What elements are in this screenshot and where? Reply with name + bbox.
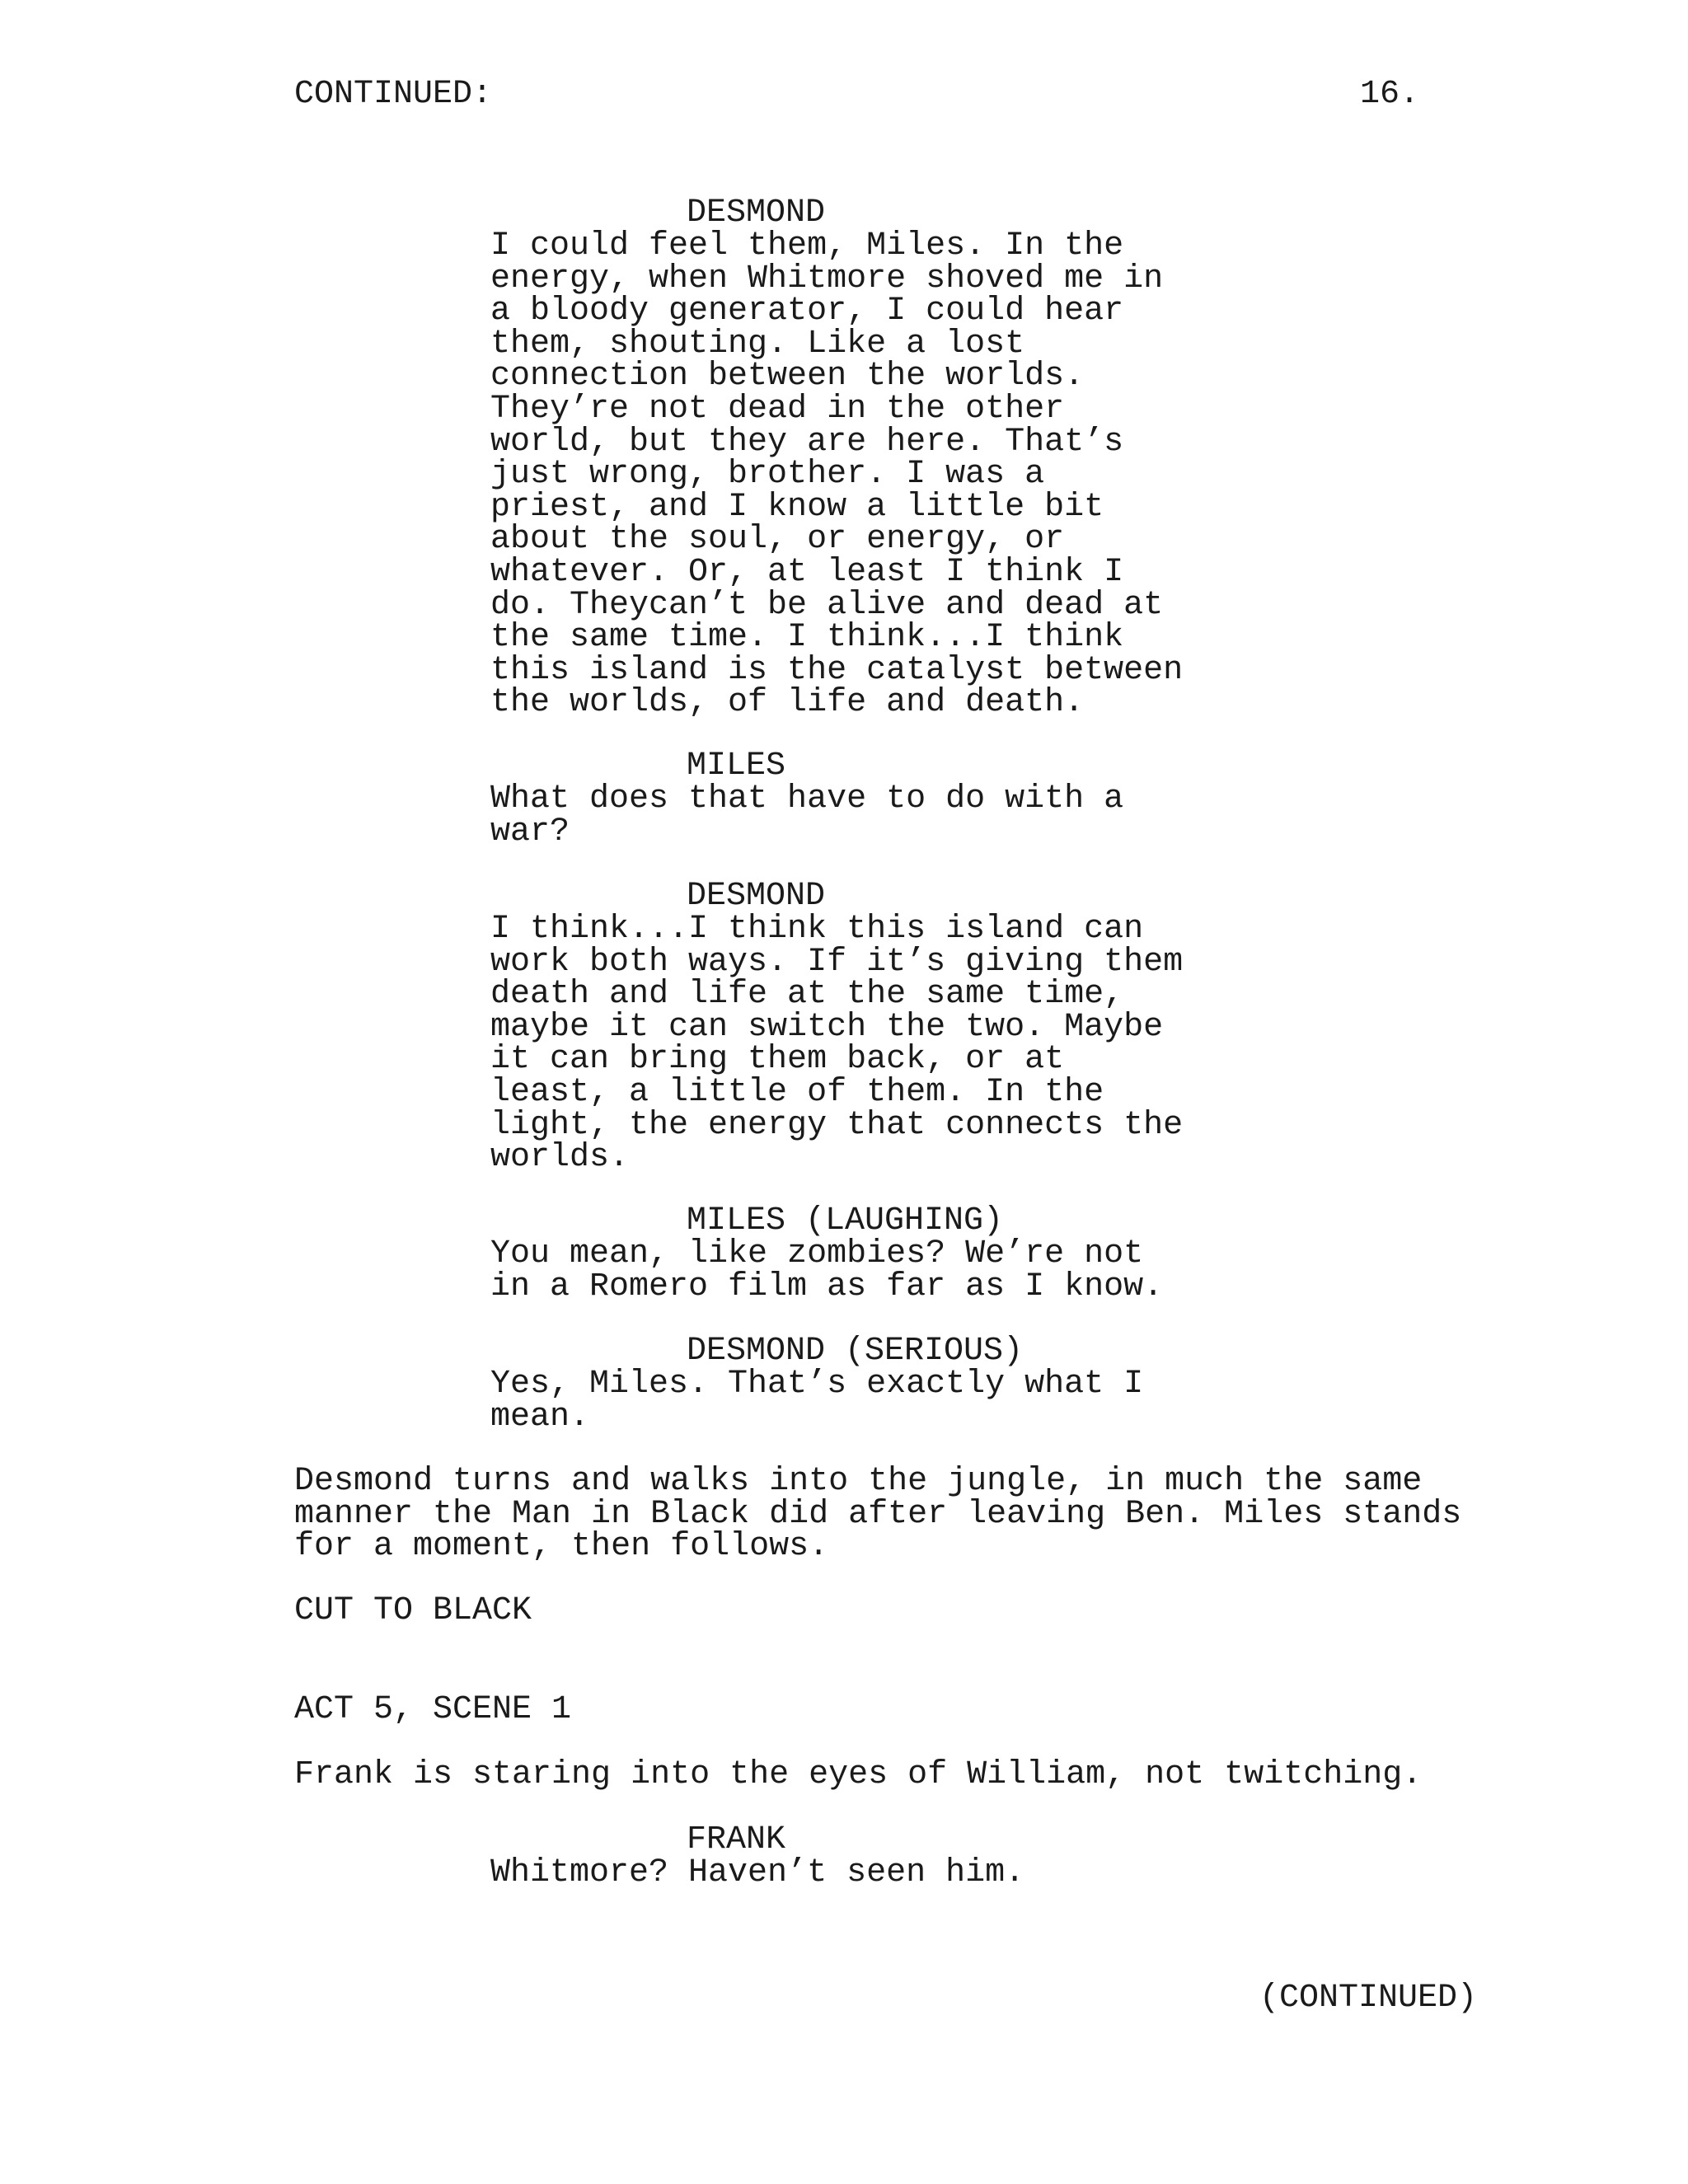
character-name: MILES: [687, 748, 786, 785]
dialogue-line: war?: [490, 813, 570, 851]
dialogue-line: Whitmore? Haven’t seen him.: [490, 1854, 1025, 1891]
dialogue-line: mean.: [490, 1398, 590, 1436]
dialogue-line: You mean, like zombies? We’re not: [490, 1235, 1144, 1272]
dialogue-line: about the soul, or energy, or: [490, 521, 1065, 559]
dialogue: [490, 1235, 1164, 1305]
dialogue-line: maybe it can switch the two. Maybe: [490, 1008, 1164, 1046]
dialogue-line: the same time. I think...I think: [490, 619, 1124, 657]
dialogue: [490, 1366, 1144, 1436]
character-name: DESMOND: [687, 878, 826, 915]
action-line: Frank is staring into the eyes of William, not twitching.: [294, 1756, 1423, 1793]
dialogue-line: light, the energy that connects the: [490, 1106, 1184, 1144]
character-name: DESMOND: [687, 194, 826, 232]
dialogue: [490, 780, 1124, 851]
dialogue-line: I think...I think this island can: [490, 911, 1144, 948]
page-number: 16.: [1360, 76, 1420, 113]
dialogue-line: priest, and I know a little bit: [490, 488, 1104, 526]
dialogue-line: them, shouting. Like a lost: [490, 325, 1025, 363]
action-line: Desmond turns and walks into the jungle, in much the same: [294, 1463, 1423, 1500]
action-paragraph: [294, 1463, 1462, 1566]
dialogue-line: worlds.: [490, 1139, 630, 1177]
dialogue: [490, 911, 1184, 1177]
dialogue-line: it can bring them back, or at: [490, 1041, 1065, 1079]
dialogue-line: this island is the catalyst between: [490, 651, 1184, 689]
dialogue-line: What does that have to do with a: [490, 780, 1124, 818]
dialogue-line: death and life at the same time,: [490, 976, 1124, 1014]
dialogue-line: do. Theycan’t be alive and dead at: [490, 586, 1164, 624]
dialogue-line: world, but they are here. That’s: [490, 423, 1124, 461]
dialogue-line: connection between the worlds.: [490, 358, 1085, 396]
dialogue-line: Yes, Miles. That’s exactly what I: [490, 1366, 1144, 1403]
dialogue-line: a bloody generator, I could hear: [490, 293, 1124, 330]
dialogue-line: in a Romero film as far as I know.: [490, 1268, 1164, 1305]
action-line: manner the Man in Black did after leaving Ben. Miles stands: [294, 1495, 1462, 1533]
dialogue: [490, 227, 1184, 722]
dialogue-line: They’re not dead in the other: [490, 390, 1065, 428]
dialogue-line: whatever. Or, at least I think I: [490, 553, 1124, 591]
character-name: MILES (LAUGHING): [687, 1202, 1004, 1240]
scene-heading: ACT 5, SCENE 1: [294, 1691, 572, 1728]
dialogue-line: the worlds, of life and death.: [490, 684, 1085, 722]
dialogue-line: just wrong, brother. I was a: [490, 456, 1045, 494]
continued-footer: (CONTINUED): [1259, 1980, 1478, 2017]
dialogue-line: work both ways. If it’s giving them: [490, 943, 1184, 981]
character-name: FRANK: [687, 1821, 786, 1858]
dialogue-line: I could feel them, Miles. In the: [490, 227, 1124, 265]
dialogue-line: least, a little of them. In the: [490, 1073, 1104, 1111]
continued-header: CONTINUED:: [294, 76, 493, 113]
action-line: for a moment, then follows.: [294, 1528, 829, 1566]
dialogue-line: energy, when Whitmore shoved me in: [490, 260, 1164, 298]
character-name: DESMOND (SERIOUS): [687, 1333, 1024, 1370]
transition: CUT TO BLACK: [294, 1592, 532, 1629]
